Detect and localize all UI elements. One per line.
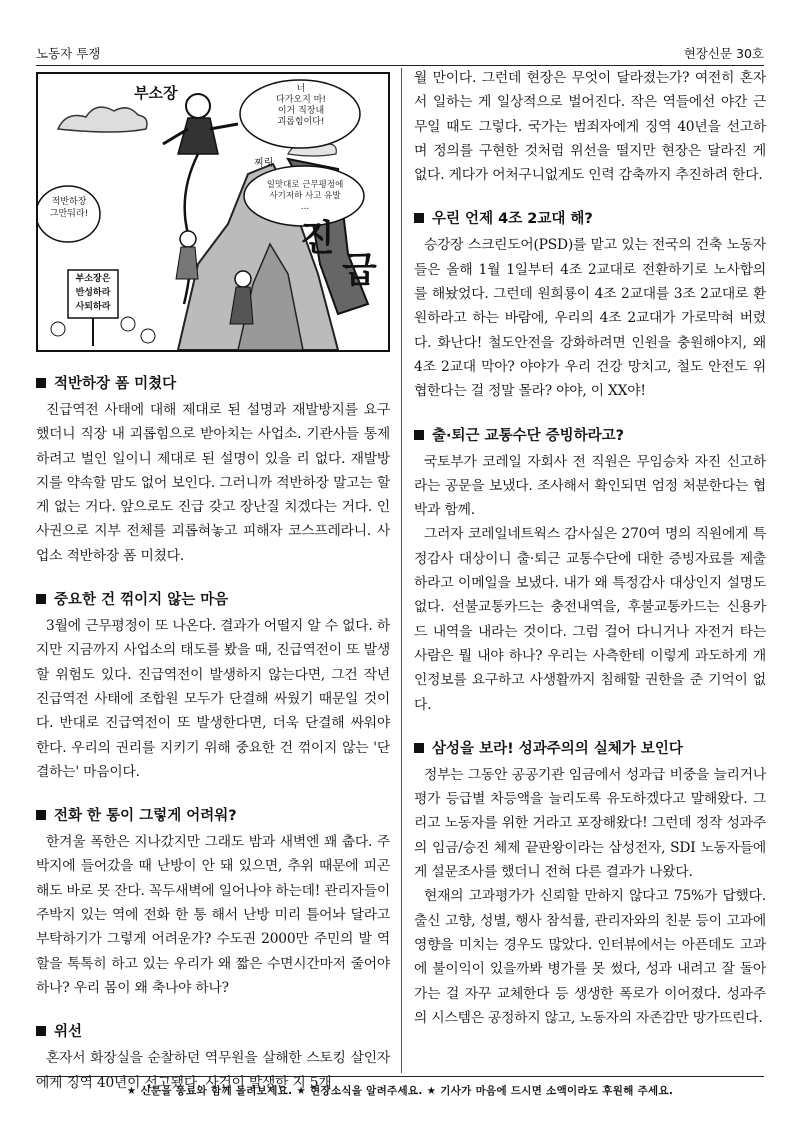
- cartoon-label-top: 부소장: [134, 84, 178, 102]
- column-divider: [401, 68, 402, 1073]
- newspaper-issue-label: 현장신문 30호: [683, 46, 764, 61]
- article-paragraph: 혼자서 화장실을 순찰하던 역무원을 살해한 스토킹 살인자에게 징역 40년이 선고됐다. 사건이 발생한 지 5개: [36, 1050, 390, 1091]
- article-paragraph: 3월에 근무평정이 또 나온다. 결과가 어떨지 알 수 없다. 하지만 지금까지 사업소의 태도를 봤을 때, 진급역전이 또 발생할 위험도 있다. 진급역전이 발생하지 않는다면, 그건 작년 진급역전 사태에 조합원 모두가 단결해 싸웠기 때문일 것이다. 반대로 진급역전이 또 발생한다면, 더욱 단결해 싸워야 한다. 우리의 권리를 지키기 위해 중요한 건 꺾이지 않는 '단결하는' 마음이다.: [36, 618, 390, 780]
- cartoon-speech-left: 적반하장 그만둬라!: [49, 197, 89, 219]
- square-bullet-icon: [414, 430, 424, 440]
- article-heading: [36, 374, 390, 394]
- square-bullet-icon: [36, 378, 46, 388]
- article: [414, 209, 766, 403]
- cartoon-speech-right: 일맛대로 근무평정에 사기저하 사고 유발 …: [266, 180, 344, 212]
- article-title: 출·퇴근 교통수단 증빙하라고?: [432, 427, 625, 444]
- article: [414, 426, 766, 717]
- cartoon-speech-top: 너 다가오지 마! 이거 직장내 괴롭힘이다!: [276, 84, 326, 127]
- article-paragraph: 현재의 고과평가가 신뢰할 만하지 않다고 75%가 답했다. 출신 고향, 성별, 행사 참석률, 관리자와의 친분 등이 고과에 영향을 미치는 경우도 많았다. 인터뷰에서는 아픈데도 고과에 불이익이 있을까봐 병가를 못 썼다, 성과 내려고 잘 돌아가는 걸 자꾸 교체한다 등 생생한 폭로가 이어졌다. 성과주의 시스템은 공정하지 않고, 노동자의 자존감만 망가뜨린다.: [414, 888, 766, 1026]
- article-paragraph: 국토부가 코레일 자회사 전 직원은 무임승차 자진 신고하라는 공문을 보냈다. 조사해서 확인되면 엄정 처분한다는 협박과 함께.: [414, 453, 766, 519]
- article-title: 삼성을 보라! 성과주의의 실체가 보인다: [432, 740, 683, 757]
- left-column: [36, 68, 390, 1095]
- article-paragraph: 한겨울 폭한은 지나갔지만 그래도 밤과 새벽엔 꽤 춥다. 주박지에 들어갔을 때 난방이 안 돼 있으면, 추위 때문에 피곤해도 바로 못 잔다. 꼭두새벽에 일어나야 하는데! 관리자들이 주박지 있는 역에 전화 한 통 해서 난방 미리 틀어놔 달라고 부탁하기가 그렇게 어려운가? 수도권 2000만 주민의 발 역할을 톡톡히 하고 있는 우리가 왜 짧은 수면시간마저 줄어야 하나? 우리 몸이 왜 축나야 하나?: [36, 834, 390, 996]
- article-paragraph: 정부는 그동안 공공기관 임금에서 성과급 비중을 늘리거나 평가 등급별 차등액을 늘리도록 유도하겠다고 말해왔다. 그리고 노동자를 위한 거라고 포장해왔다! 그런데 정작 성과주의 임금/승진 체제 끝판왕이라는 삼성전자, SDI 노동자들에게 설문조사를 했더니 전혀 다른 결과가 나왔다.: [414, 766, 766, 881]
- article: [414, 739, 766, 1030]
- article: [36, 590, 390, 784]
- article-heading: [414, 426, 766, 446]
- article-heading: [36, 806, 390, 826]
- newspaper-section-label: 노동자 투쟁: [36, 46, 101, 61]
- article-continuation: 월 만이다. 그런데 현장은 무엇이 달라졌는가? 여전히 혼자서 일하는 게 일상적으로 벌어진다. 작은 역들에선 야간 근무일 때도 그렇다. 국가는 범죄자에게 징역 40년을 선고하며 정의를 구현한 것처럼 위선을 떨지만 현장은 달라진 게 없다. 게다가 어처구니없게도 인력 감축까지 추진하려 한다.: [414, 70, 766, 184]
- article-heading: [36, 590, 390, 610]
- square-bullet-icon: [414, 743, 424, 753]
- cartoon-protest-sign: 부소장은 반성하라 사퇴하라: [75, 274, 111, 312]
- square-bullet-icon: [414, 213, 424, 223]
- article-paragraph: 그러자 코레일네트웍스 감사실은 270여 명의 직원에게 특정감사 대상이니 출·퇴근 교통수단에 대한 증빙자료를 제출하라고 이메일을 보냈다. 내가 왜 특정감사 대상인지 설명도 없다. 선불교통카드는 충전내역을, 후불교통카드는 신용카드 내역을 내라는 것이다. 그럼 걸어 다니거나 자전거 타는 사람은 뭘 내야 하나? 우리는 사측한테 이렇게 과도하게 개인정보를 요구하고 사생활까지 침해할 권한을 준 기억이 없다.: [414, 526, 766, 713]
- cartoon-illustration: [36, 72, 390, 352]
- page-header: [36, 44, 764, 64]
- article: [36, 374, 390, 568]
- article-title: 전화 한 통이 그렇게 어려워?: [54, 808, 237, 825]
- article-title: 우린 언제 4조 2교대 해?: [432, 211, 593, 228]
- article-heading: [414, 739, 766, 759]
- cartoon-sfx: 찌릿: [254, 158, 274, 169]
- footer-divider: [36, 1076, 764, 1077]
- article-title: 위선: [54, 1024, 83, 1041]
- right-column: [414, 68, 766, 1030]
- cartoon-big-text-2: 급: [342, 250, 377, 291]
- article-heading: [36, 1022, 390, 1042]
- right-articles: [414, 209, 766, 1030]
- article-paragraph: 승강장 스크린도어(PSD)를 맡고 있는 전국의 건축 노동자들은 올해 1월 1일부터 4조 2교대로 전환하기로 노사합의를 해놨었다. 그런데 원희룡이 4조 2교대를 3조 2교대로 환원하라고 하는 바람에, 우리의 4조 2교대가 가로막혀 버렸다. 화난다! 철도안전을 강화하려면 인원을 충원해야지, 왜 4조 2교대 막아? 야야가 우리 건강 망치고, 철도 안전도 위협한다는 걸 정말 몰라? 야야, 이 XX야!: [414, 237, 766, 400]
- square-bullet-icon: [36, 1026, 46, 1036]
- article-heading: [414, 209, 766, 229]
- cartoon-big-text-1: 진: [300, 218, 335, 259]
- article-paragraph: 진급역전 사태에 대해 제대로 된 설명과 재발방지를 요구했더니 직장 내 괴롭힘으로 받아치는 사업소. 기관사들 통제하려고 벌인 일이니 제대로 된 설명이 있을 리 없다. 재발방지를 약속할 맘도 없어 보인다. 그러니까 적반하장 말고는 할 게 없는 거다. 앞으로도 진급 갖고 장난질 치겠다는 거다. 인사권으로 지부 전체를 괴롭혀놓고 피해자 코스프레라니. 사업소 적반하장 폼 미쳤다.: [36, 402, 390, 564]
- page-footer: ★ 신문을 동료와 함께 돌려보세요. ★ 현장소식을 알려주세요. ★ 기사가 마음에 드시면 소액이라도 후원해 주세요.: [126, 1085, 674, 1097]
- article-title: 중요한 건 꺾이지 않는 마음: [54, 592, 229, 609]
- square-bullet-icon: [36, 810, 46, 820]
- left-articles: [36, 374, 390, 1095]
- square-bullet-icon: [36, 594, 46, 604]
- article: [36, 806, 390, 1000]
- article-title: 적반하장 폼 미쳤다: [54, 376, 177, 392]
